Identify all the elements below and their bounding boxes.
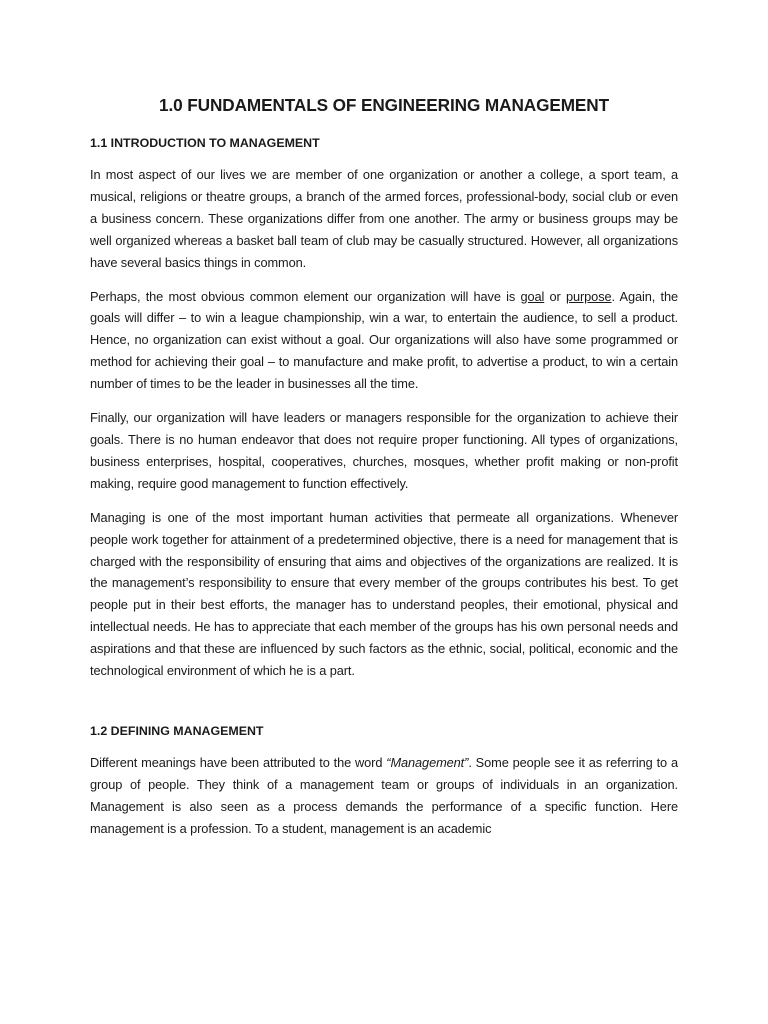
paragraph-organizations: In most aspect of our lives we are member of one organization or another a college, a sport team, a musical, religions or theatre groups, a branch of the armed forces, professional-body, social club or even a business concern. These organizations differ from one another. The army or business groups may be well organized whereas a basket ball team of club may be casually structured. However, all organizations have several basics things in common.: [90, 167, 678, 270]
goal-underlined-term: goal: [520, 288, 545, 304]
paragraph-goals-start: Perhaps, the most obvious common element our organization will have is: [90, 288, 521, 304]
paragraph-meanings-start: Different meanings have been attributed to the word: [90, 754, 387, 770]
paragraph-goals-or: or: [544, 288, 566, 304]
paragraph-goals-rest: . Again, the goals will differ – to win a league championship, win a war, to entertain the audience, to sell a product. Hence, no organization can exist without a goal. Our organizations will also have some programmed or method for achieving their goal – to manufacture and make profit, to advertise a product, to win a certain number of times to be the leader in businesses all the time.: [90, 288, 678, 392]
paragraph-goals: [90, 286, 678, 396]
paragraph-managing: Managing is one of the most important human activities that permeate all organizations. Whenever people work together for attainment of a predetermined objective, there is a need for management that is charged with the responsibility of ensuring that aims and objectives of the organizations are realized. It is the management’s responsibility to ensure that every member of the groups contributes his best. To get people put in their best efforts, the manager has to understand peoples, their emotional, physical and intellectual needs. He has to appreciate that each member of the groups has his own personal needs and aspirations and that these are influenced by such factors as the ethnic, social, political, economic and the technological environment of which he is a part.: [90, 509, 678, 679]
purpose-underlined-term: purpose: [565, 288, 612, 304]
paragraph-meanings: [90, 752, 678, 840]
page-title: 1.0 FUNDAMENTALS OF ENGINEERING MANAGEMENT: [158, 95, 609, 115]
section-heading-defining: 1.2 DEFINING MANAGEMENT: [90, 723, 264, 738]
section-spacer: [90, 694, 678, 722]
section-heading-introduction: 1.1 INTRODUCTION TO MANAGEMENT: [90, 136, 320, 150]
document-body: [90, 94, 678, 852]
paragraph-meanings-rest: . Some people see it as referring to a group of people. They think of a management team or groups of individuals in an organization. Management is also seen as a process demands the performance of a specific function. Here management is a profession. To a student, management is an academic: [90, 754, 678, 836]
paragraph-leaders: Finally, our organization will have leaders or managers responsible for the organization to achieve their goals. There is no human endeavor that does not require proper functioning. All types of organizations, business enterprises, hospital, cooperatives, churches, mosques, whether profit making or non-profit making, require good management to function effectively.: [90, 410, 678, 491]
management-quoted-term: “Management”: [386, 754, 469, 770]
